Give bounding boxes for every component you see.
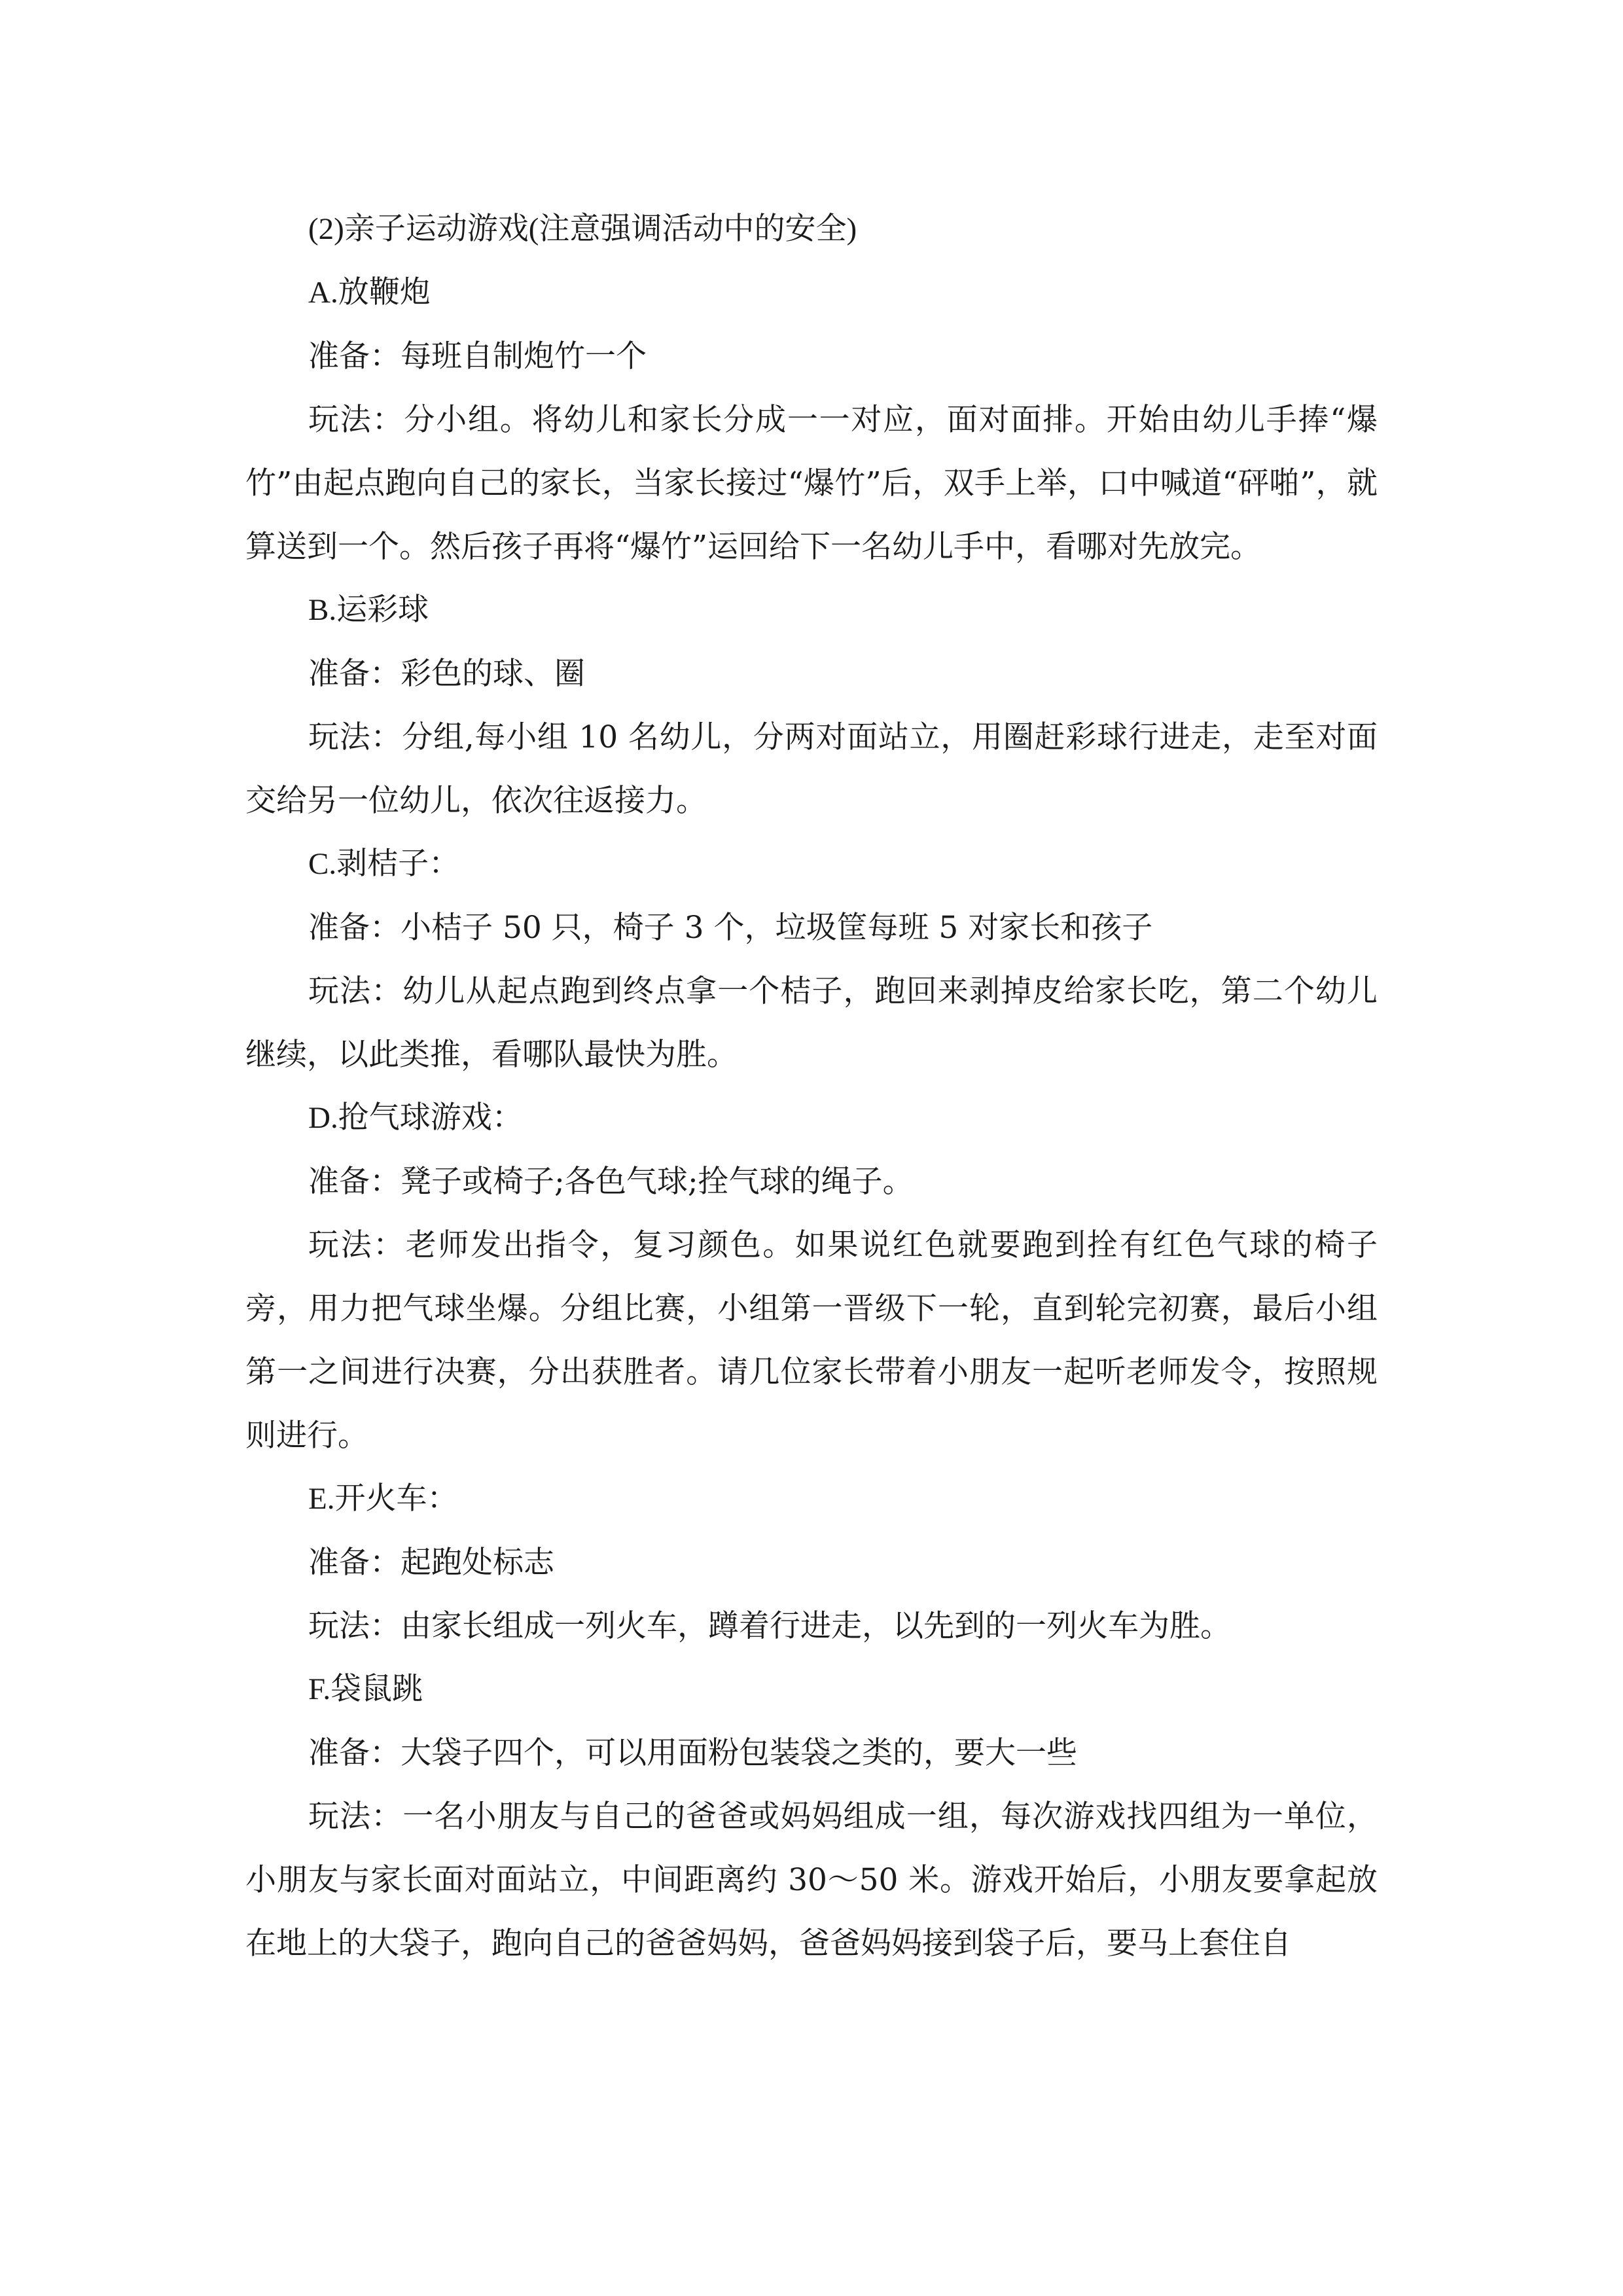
prep-label: 准备： xyxy=(308,910,401,946)
game-e-title: E.开火车： xyxy=(308,1482,458,1516)
prep-label: 准备： xyxy=(308,1164,401,1200)
game-c-play xyxy=(245,960,1378,1086)
prep-text: 起跑处标志 xyxy=(401,1545,554,1581)
game-c-title: C.剥桔子： xyxy=(308,847,460,881)
game-e-prep xyxy=(245,1531,1378,1594)
play-text: 由家长组成一列火车，蹲着行进走，以先到的一列火车为胜。 xyxy=(401,1608,1231,1644)
game-f-play xyxy=(245,1785,1378,1975)
game-a-prep xyxy=(245,325,1378,388)
prep-label: 准备： xyxy=(308,656,401,692)
play-label: 玩法： xyxy=(308,1608,401,1644)
prep-text: 彩色的球、圈 xyxy=(401,656,585,692)
game-f-prep xyxy=(245,1721,1378,1785)
game-b-play xyxy=(245,706,1378,833)
game-e-play xyxy=(245,1594,1378,1658)
play-text: 分小组。将幼儿和家长分成一一对应，面对面排。开始由幼儿手捧“爆竹”由起点跑向自己的家长，当家长接过“爆竹”后，双手上举，口中喊道“砰啪”，就算送到一个。然后孩子再将“爆竹”运回给下一名幼儿手中，看哪对先放完。 xyxy=(245,402,1378,565)
game-a-play xyxy=(245,388,1378,579)
play-label: 玩法： xyxy=(308,1227,406,1263)
game-b-title: B.运彩球 xyxy=(308,593,429,627)
play-text: 幼儿从起点跑到终点拿一个桔子，跑回来剥掉皮给家长吃，第二个幼儿继续，以此类推，看哪队最快为胜。 xyxy=(245,973,1378,1073)
prep-text: 凳子或椅子;各色气球;拴气球的绳子。 xyxy=(401,1164,914,1200)
play-label: 玩法： xyxy=(308,1799,403,1835)
prep-text: 每班自制炮竹一个 xyxy=(401,338,647,374)
prep-text: 大袋子四个，可以用面粉包装袋之类的，要大一些 xyxy=(401,1735,1077,1771)
prep-label: 准备： xyxy=(308,338,401,374)
prep-label: 准备： xyxy=(308,1545,401,1581)
game-f-title: F.袋鼠跳 xyxy=(308,1672,423,1706)
prep-label: 准备： xyxy=(308,1735,401,1771)
prep-text: 小桔子 50 只，椅子 3 个，垃圾筐每班 5 对家长和孩子 xyxy=(401,910,1153,946)
game-c-prep xyxy=(245,896,1378,960)
game-d-play xyxy=(245,1213,1378,1467)
play-label: 玩法： xyxy=(308,719,402,755)
play-text: 分组,每小组 10 名幼儿，分两对面站立，用圈赶彩球行进走，走至对面交给另一位幼儿，依次往返接力。 xyxy=(245,719,1378,819)
play-text: 老师发出指令，复习颜色。如果说红色就要跑到拴有红色气球的椅子旁，用力把气球坐爆。分组比赛，小组第一晋级下一轮，直到轮完初赛，最后小组第一之间进行决赛，分出获胜者。请几位家长带着小朋友一起听老师发令，按照规则进行。 xyxy=(245,1227,1378,1454)
play-label: 玩法： xyxy=(308,973,403,1009)
section-title: (2)亲子运动游戏(注意强调活动中的安全) xyxy=(308,212,857,246)
game-d-title: D.抢气球游戏： xyxy=(308,1101,523,1135)
play-text: 一名小朋友与自己的爸爸或妈妈组成一组，每次游戏找四组为一单位，小朋友与家长面对面站立，中间距离约 30～50 米。游戏开始后，小朋友要拿起放在地上的大袋子，跑向自己的爸爸妈妈，爸爸妈妈接到袋子后，要马上套住自 xyxy=(245,1799,1378,1962)
game-a-title: A.放鞭炮 xyxy=(308,276,431,310)
play-label: 玩法： xyxy=(308,402,404,438)
game-d-prep xyxy=(245,1150,1378,1213)
document-page xyxy=(245,198,1378,1975)
game-b-prep xyxy=(245,642,1378,706)
